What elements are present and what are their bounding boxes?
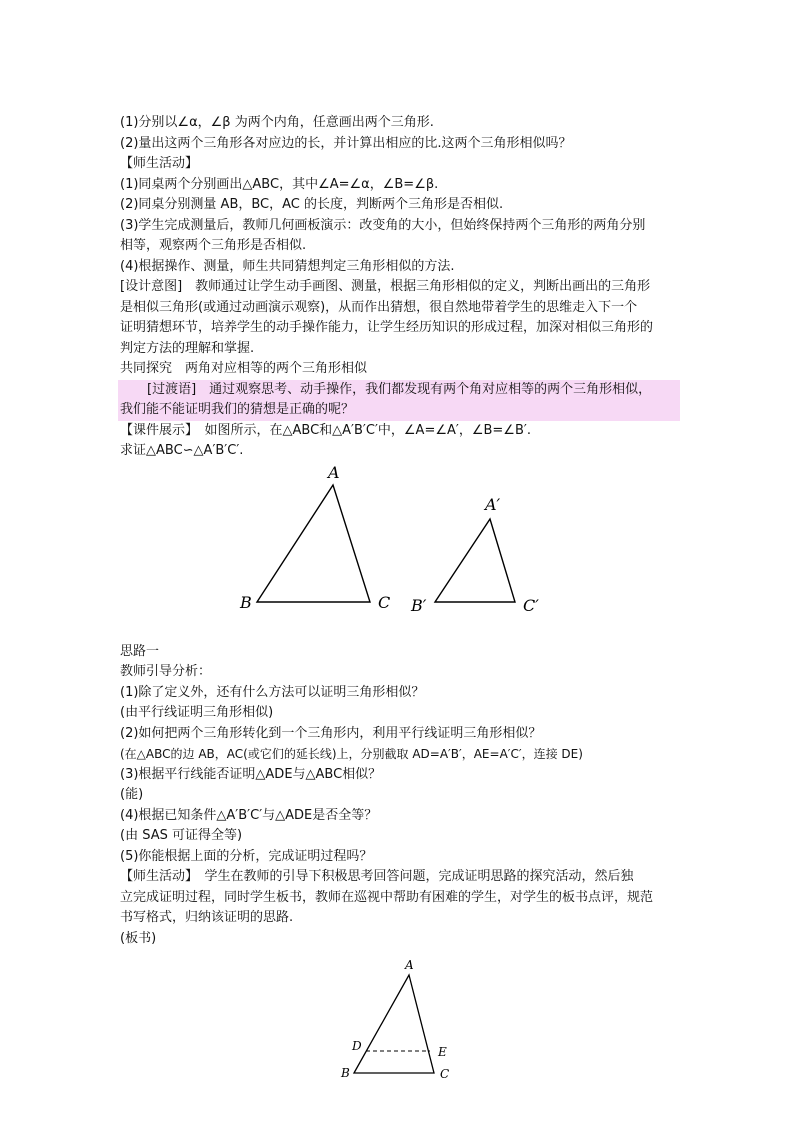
label-a: A [328,462,340,482]
label-b-prime: B′ [411,595,427,615]
text-line: (1)同桌两个分别画出△ABC，其中∠A=∠α，∠B=∠β. [120,176,439,192]
text-line: 思路一 [120,643,160,659]
triangle-ade-svg [120,955,680,1093]
triangle-abc-board [354,975,434,1073]
text-line: 【课件展示】 如图所示，在△ABC和△A′B′C′中，∠A=∠A′，∠B=∠B′. [120,422,531,438]
explore-heading: 共同探究 两角对应相等的两个三角形相似 [120,361,368,376]
label-a-prime: A′ [485,494,501,514]
text-line: (2)如何把两个三角形转化到一个三角形内，利用平行线证明三角形相似？ [120,725,542,741]
text-line: (4)根据操作、测量，师生共同猜想判定三角形相似的方法. [120,258,455,274]
text-line: (1)除了定义外，还有什么方法可以证明三角形相似？ [120,684,425,700]
top-section [120,113,680,277]
document-body [120,113,680,1093]
label-c: C [440,1067,450,1081]
text-line: (2)量出这两个三角形各对应边的长，并计算出相应的比.这两个三角形相似吗？ [120,135,572,151]
label-c: C [378,592,391,612]
text-line: (5)你能根据上面的分析，完成证明过程吗？ [120,848,373,864]
text-line: [过渡语] 通过观察思考、动手操作，我们都发现有两个角对应相等的两个三角形相似， [147,381,652,397]
label-b: B [341,1066,350,1080]
similar-triangles-figure [120,462,680,642]
analysis-section [120,642,680,868]
label-a: A [405,958,414,972]
text-line: [设计意图] 教师通过让学生动手画图、测量，根据三角形相似的定义，判断出画出的三角形 [120,279,651,294]
text-line: (3)学生完成测量后，教师几何画板演示：改变角的大小，但始终保持两个三角形的两角分别 [120,217,646,233]
triangle-ade-figure [120,955,680,1093]
text-line: 教师引导分析： [120,664,212,679]
text-line: (板书) [120,930,157,946]
text-line: (1)分别以∠α，∠β 为两个内角，任意画出两个三角形. [120,115,434,130]
text-line: 是相似三角形(或通过动画演示观察)，从而作出猜想，很自然地带着学生的思维走入下一个 [120,299,638,315]
activity-section [120,867,680,949]
label-d: D [352,1039,362,1053]
label-e: E [438,1045,447,1059]
triangles-svg [120,462,680,642]
design-intent [120,277,680,359]
text-line: 求证△ABC∽△A′B′C′. [120,443,244,458]
label-c-prime: C′ [523,595,539,615]
text-line: (能) [120,787,144,802]
triangle-abc [257,485,370,602]
text-line: (2)同桌分别测量 AB，BC，AC 的长度，判断两个三角形是否相似. [120,197,504,212]
text-line: (在△ABC的边 AB，AC(或它们的延长线)上，分别截取 AD=A′B′，AE=A′C′，连接 DE) [120,747,583,761]
label-b: B [240,592,252,612]
text-line: 相等，观察两个三角形是否相似. [120,238,307,253]
transition-highlight [118,380,680,421]
text-line: 【师生活动】 学生在教师的引导下积极思考回答问题，完成证明思路的探究活动，然后独 [120,869,634,884]
text-line: 判定方法的理解和掌握. [120,340,255,356]
text-line: 证明猜想环节，培养学生的动手操作能力，让学生经历知识的形成过程，加深对相似三角形的 [120,320,654,335]
section-heading: 【师生活动】 [120,156,199,171]
text-line: (3)根据平行线能否证明△ADE与△ABC相似？ [120,766,382,782]
text-line: (由平行线证明三角形相似) [120,705,274,720]
text-line: 立完成证明过程，同时学生板书，教师在巡视中帮助有困难的学生，对学生的板书点评，规范 [120,889,654,905]
courseware-section [120,421,680,462]
text-line: (4)根据已知条件△A′B′C′与△ADE是否全等？ [120,807,378,823]
text-line: (由 SAS 可证得全等) [120,828,243,843]
text-line: 我们能不能证明我们的猜想是正确的呢？ [120,402,355,417]
triangle-abc-prime [435,519,515,602]
text-line: 书写格式，归纳该证明的思路. [120,910,294,925]
